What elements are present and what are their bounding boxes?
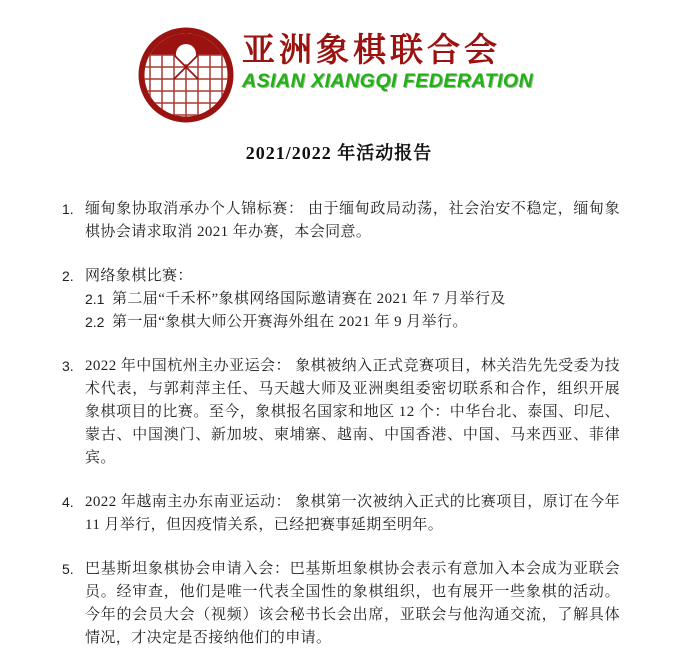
report-item — [62, 198, 620, 244]
letterhead-text — [242, 27, 533, 93]
subitem-text: 第一届“象棋大师公开赛海外组在 2021 年 9 月举行。 — [112, 314, 468, 330]
item-text: 2022 年越南主办东南亚运动： 象棋第一次被纳入正式的比赛项目，原订在今年 11 月举行，但因疫情关系，已经把赛事延期至明年。 — [85, 494, 620, 533]
xiangqi-board-logo-icon — [138, 27, 234, 123]
org-name-english: ASIAN XIANGQI FEDERATION — [242, 70, 534, 93]
report-page — [0, 27, 678, 648]
item-body — [85, 265, 620, 334]
item-body — [85, 355, 620, 470]
report-subitem — [85, 311, 620, 334]
document-title: 2021/2022 年活动报告 — [245, 143, 433, 163]
item-number: 3. — [62, 358, 74, 374]
item-number: 5. — [62, 561, 74, 577]
item-text: 网络象棋比赛： — [85, 268, 193, 284]
report-items — [62, 198, 620, 648]
item-body — [85, 558, 620, 648]
subitem-text: 第二届“千禾杯”象棋网络国际邀请赛在 2021 年 7 月举行及 — [112, 291, 506, 307]
report-item — [62, 558, 620, 648]
item-number: 2. — [62, 268, 74, 284]
federation-logo — [138, 27, 234, 123]
subitem-number: 2.2 — [85, 314, 105, 330]
item-text: 2022 年中国杭州主办亚运会： 象棋被纳入正式竞赛项目，林关浩先先受委为技术代表，与郭莉萍主任、马天越大师及亚洲奥组委密切联系和合作，组织开展象棋项目的比赛。至今，象棋报名国家和地区 12 个：中华台北、泰国、印尼、蒙古、中国澳门、新加坡、柬埔寨、越南、中国香港、中国、马来西亚、菲律宾。 — [85, 358, 620, 466]
item-number: 4. — [62, 494, 74, 510]
item-text: 巴基斯坦象棋协会申请入会：巴基斯坦象棋协会表示有意加入本会成为亚联会员。经审查，他们是唯一代表全国性的象棋组织，也有展开一些象棋的活动。今年的会员大会（视频）该会秘书长会出席，亚联会与他沟通交流，了解具体情况，才决定是否接纳他们的申请。 — [85, 561, 620, 646]
letterhead — [138, 27, 678, 123]
item-text: 缅甸象协取消承办个人锦标赛： 由于缅甸政局动荡，社会治安不稳定，缅甸象棋协会请求取消 2021 年办赛，本会同意。 — [85, 201, 620, 240]
org-name-chinese: 亚洲象棋联合会 — [242, 33, 501, 69]
report-subitem — [85, 288, 620, 311]
subitems — [85, 288, 620, 334]
report-item — [62, 355, 620, 470]
item-body — [85, 491, 620, 537]
subitem-number: 2.1 — [85, 291, 105, 307]
item-body — [85, 198, 620, 244]
item-number: 1. — [62, 201, 74, 217]
report-item — [62, 491, 620, 537]
report-item — [62, 265, 620, 334]
